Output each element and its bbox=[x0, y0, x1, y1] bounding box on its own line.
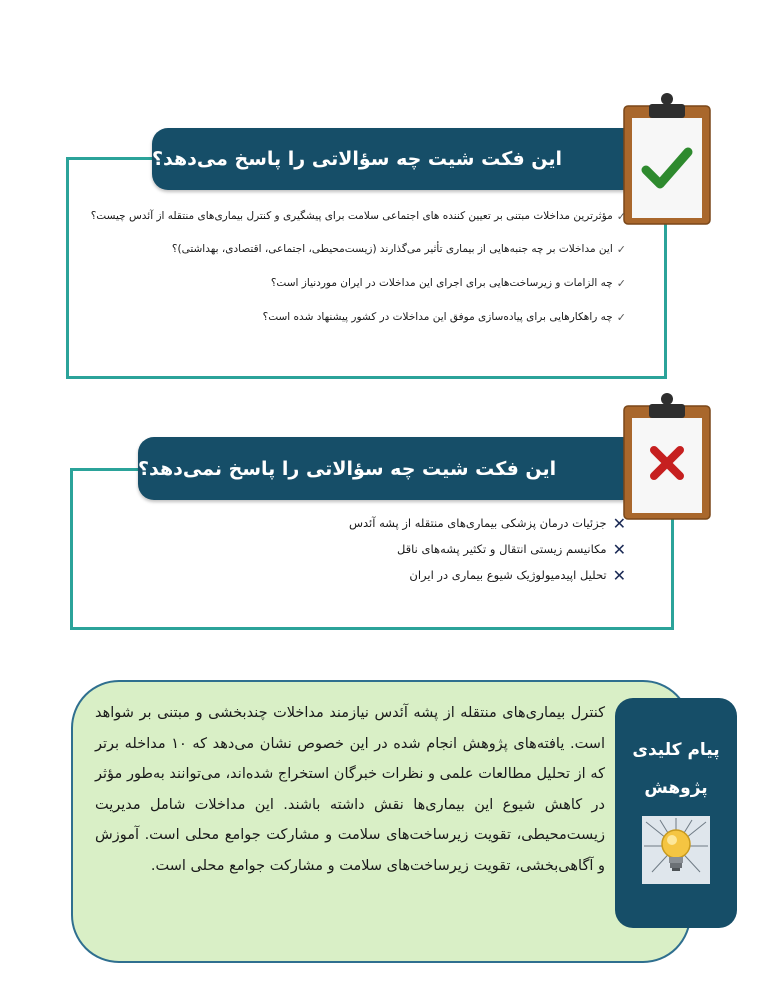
not-answers-list bbox=[220, 510, 626, 588]
list-item bbox=[90, 241, 626, 258]
list-item-text: این مداخلات بر چه جنبه‌هایی از بیماری تأثیر می‌گذارند (زیست‌محیطی، اجتماعی، اقتصادی، بهداشتی)؟ bbox=[171, 243, 613, 255]
clipboard-cross-icon bbox=[622, 392, 712, 522]
list-item bbox=[90, 275, 626, 292]
list-item-text: چه راهکارهایی برای پیاده‌سازی موفق این مداخلات در کشور پیشنهاد شده است؟ bbox=[262, 311, 613, 323]
answers-list bbox=[90, 208, 626, 326]
not-answers-title: این فکت شیت چه سؤالاتی را پاسخ نمی‌دهد؟ bbox=[138, 457, 557, 480]
list-item-text: تحلیل اپیدمیولوژیک شیوع بیماری در ایران bbox=[409, 568, 607, 582]
list-item-text: چه الزامات و زیرساخت‌هایی برای اجرای این مداخلات در ایران موردنیاز است؟ bbox=[270, 277, 613, 289]
x-mark-icon: ✕ bbox=[612, 565, 626, 585]
key-message-tab bbox=[615, 698, 737, 928]
list-item-text: مؤثرترین مداخلات مبتنی بر تعیین کننده های اجتماعی سلامت برای پیشگیری و کنترل بیماری‌های منتقله از آئدس چیست؟ bbox=[90, 210, 613, 222]
list-item bbox=[220, 510, 626, 536]
list-item-text: مکانیسم زیستی انتقال و تکثیر پشه‌های ناقل bbox=[396, 542, 607, 556]
list-item bbox=[220, 536, 626, 562]
x-mark-icon: ✕ bbox=[612, 539, 626, 559]
x-mark-icon: ✕ bbox=[612, 513, 626, 533]
key-message-body: کنترل بیماری‌های منتقله از پشه آئدس نیازمند مداخلات چندبخشی و مبتنی بر شواهد است. یافته‌های پژوهش انجام شده در این خصوص نشان می‌دهد که ۱۰ مداخله برتر که از تحلیل مطالعات علمی و نظرات خبرگان استخراج شده‌اند، می‌توانند به‌طور مؤثر در کاهش شیوع این بیماری‌ها نقش داشته باشند. این مداخلات شامل مدیریت زیست‌محیطی، تقویت زیرساخت‌های سلامت و مشارکت جوامع محلی است. آموزش و آگاهی‌بخشی، تقویت زیرساخت‌های سلامت و مشارکت جوامع محلی است. bbox=[95, 705, 605, 874]
check-icon: ✓ bbox=[616, 243, 626, 256]
list-item bbox=[220, 562, 626, 588]
check-icon: ✓ bbox=[616, 210, 626, 223]
key-message-title-line2: پژوهش bbox=[644, 778, 708, 798]
check-icon: ✓ bbox=[616, 277, 626, 290]
clipboard-check-icon bbox=[622, 92, 712, 227]
list-item-text: جزئیات درمان پزشکی بیماری‌های منتقله از پشه آئدس bbox=[348, 516, 607, 530]
list-item bbox=[90, 208, 626, 225]
list-item bbox=[90, 309, 626, 326]
key-message-title-line1: پیام کلیدی bbox=[632, 740, 720, 760]
lightbulb-icon bbox=[642, 816, 710, 884]
answers-title-banner bbox=[152, 128, 626, 190]
not-answers-title-banner bbox=[138, 437, 626, 500]
check-icon: ✓ bbox=[616, 311, 626, 324]
answers-title: این فکت شیت چه سؤالاتی را پاسخ می‌دهد؟ bbox=[152, 148, 563, 170]
